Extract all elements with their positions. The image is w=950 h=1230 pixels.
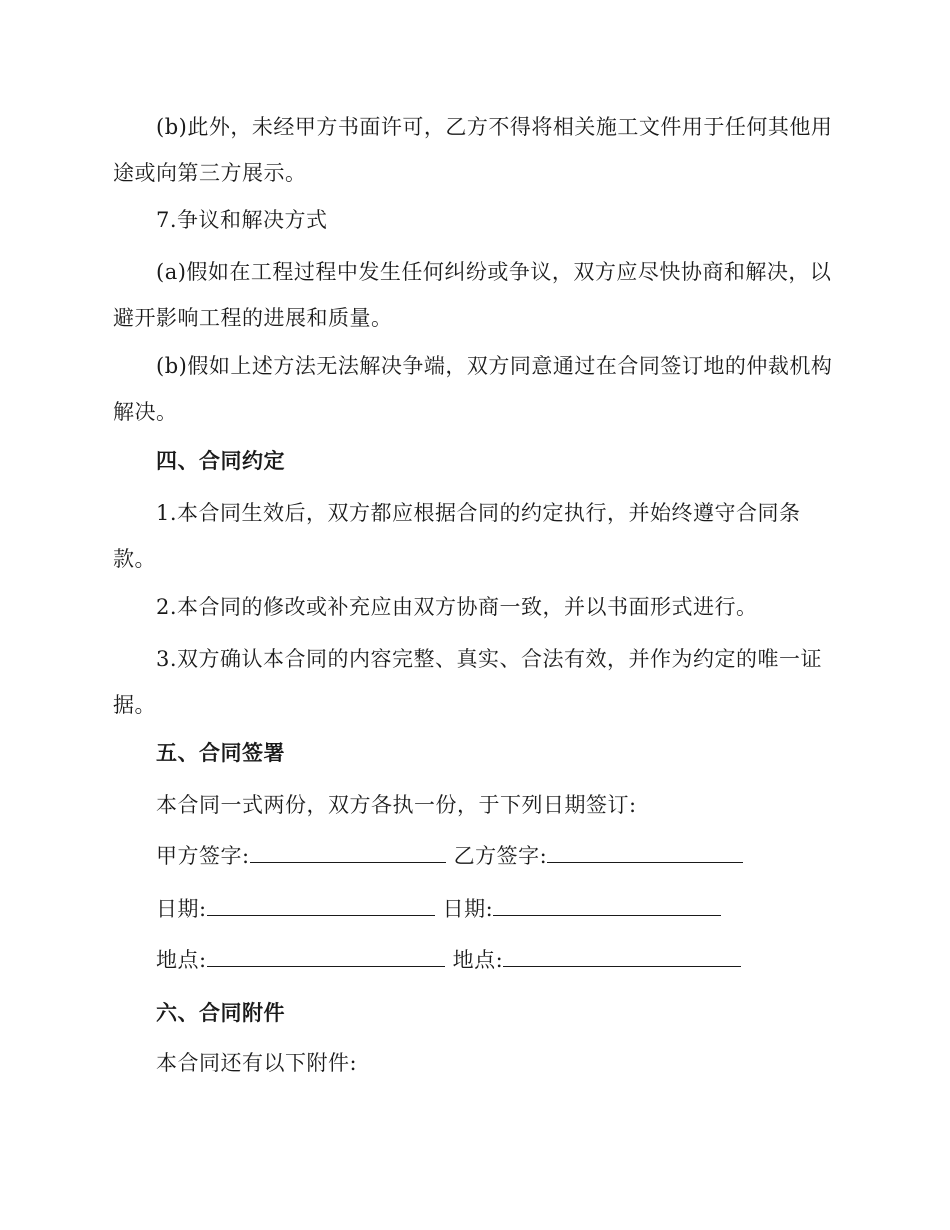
party-b-place-label: 地点:: [452, 948, 504, 972]
section-four-item-1: 1.本合同生效后，双方都应根据合同的约定执行，并始终遵守合同条款。: [113, 501, 801, 571]
signing-intro: 本合同一式两份，双方各执一份，于下列日期签订:: [156, 793, 637, 817]
paragraph-dispute-title: 7.争议和解决方式: [156, 208, 328, 232]
signature-row: [156, 841, 751, 871]
party-a-signature-field[interactable]: [250, 842, 446, 863]
paragraph-b-arbitration: (b)假如上述方法无法解决争端，双方同意通过在合同签订地的仲裁机构解决。: [113, 354, 833, 424]
section-six-heading: 六、合同附件: [156, 1000, 285, 1025]
party-b-date-field[interactable]: [493, 895, 721, 916]
party-a-date-field[interactable]: [207, 895, 435, 916]
party-b-signature-field[interactable]: [547, 842, 743, 863]
party-b-place-field[interactable]: [503, 946, 741, 967]
party-a-place-field[interactable]: [207, 946, 445, 967]
section-four-item-2: 2.本合同的修改或补充应由双方协商一致，并以书面形式进行。: [156, 595, 758, 619]
section-four-heading: 四、合同约定: [156, 448, 285, 473]
party-a-date-label: 日期:: [156, 897, 207, 921]
place-row: [156, 945, 749, 975]
section-four-item-3: 3.双方确认本合同的内容完整、真实、合法有效，并作为约定的唯一证据。: [113, 647, 823, 717]
party-b-date-label: 日期:: [442, 897, 494, 921]
paragraph-a-negotiation: (a)假如在工程过程中发生任何纠纷或争议，双方应尽快协商和解决，以避开影响工程的进展和质量。: [113, 260, 832, 330]
party-a-place-label: 地点:: [156, 948, 207, 972]
party-b-signature-label: 乙方签字:: [453, 844, 548, 868]
attachments-intro: 本合同还有以下附件:: [156, 1051, 358, 1075]
section-five-heading: 五、合同签署: [156, 740, 285, 765]
paragraph-b-confidentiality: (b)此外，未经甲方书面许可，乙方不得将相关施工文件用于任何其他用途或向第三方展示。: [113, 115, 833, 185]
party-a-signature-label: 甲方签字:: [156, 844, 250, 868]
date-row: [156, 894, 729, 924]
